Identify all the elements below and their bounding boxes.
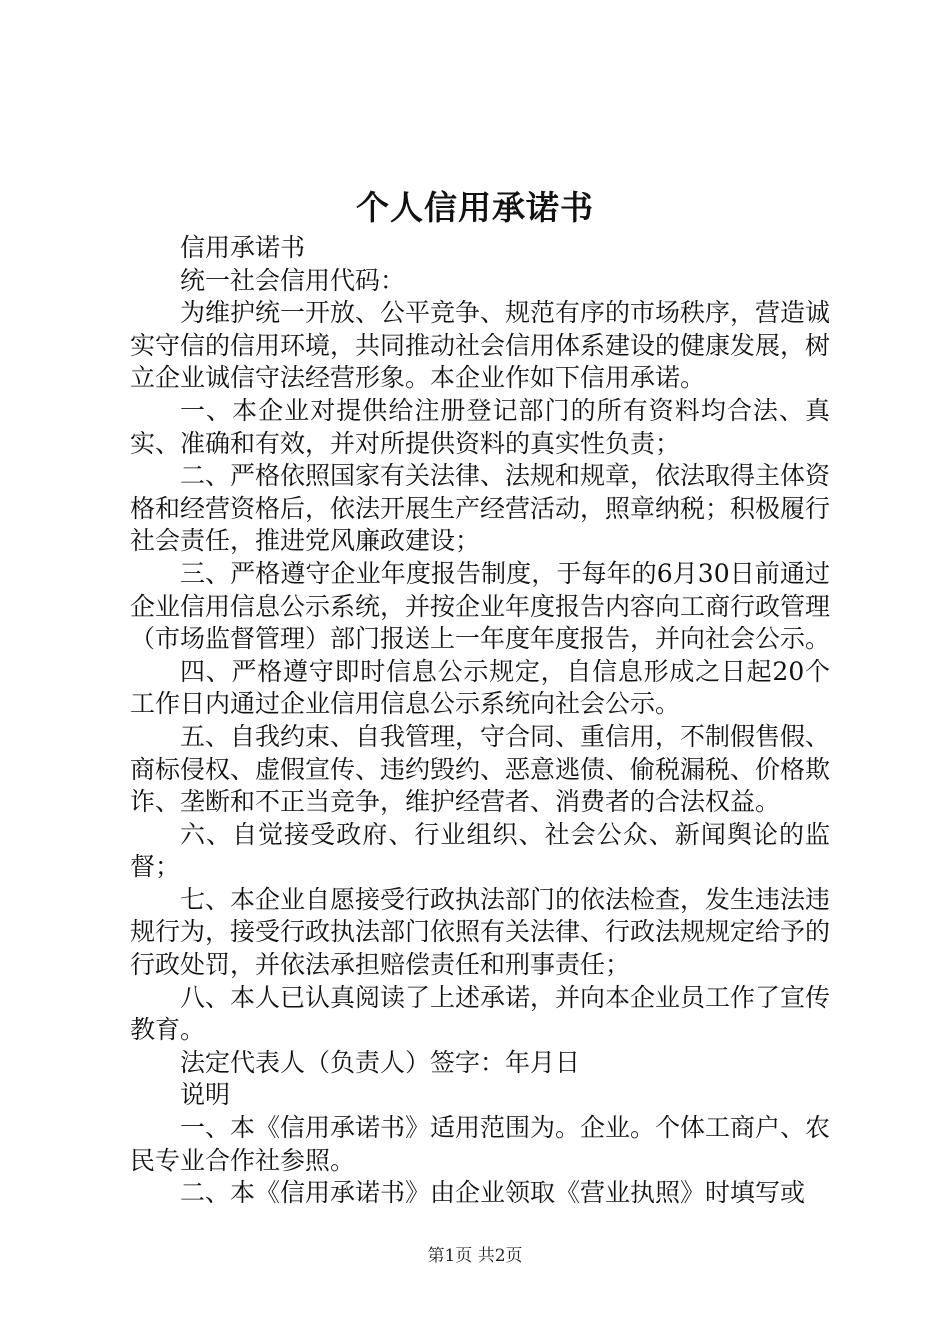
document-body [130, 232, 830, 1210]
paragraph-item-8: 八、本人已认真阅读了上述承诺，并向本企业员工作了宣传教育。 [130, 982, 831, 1045]
paragraph-signature: 法定代表人（负责人）签字：年月日 [180, 1047, 581, 1077]
paragraph-note-2: 二、本《信用承诺书》由企业领取《营业执照》时填写或 [180, 1178, 806, 1208]
paragraph-item-2: 二、严格依照国家有关法律、法规和规章，依法取得主体资格和经营资格后，依法开展生产经营活动，照章纳税；积极履行社会责任，推进党风廉政建设； [130, 461, 831, 556]
paragraph-credit-code: 统一社会信用代码： [180, 265, 406, 295]
paragraph-item-7: 七、本企业自愿接受行政执法部门的依法检查，发生违法违规行为，接受行政执法部门依照有关法律、行政法规规定给予的行政处罚，并依法承担赔偿责任和刑事责任； [130, 884, 831, 980]
paragraph-item-1: 一、本企业对提供给注册登记部门的所有资料均合法、真实、准确和有效，并对所提供资料的真实性负责； [130, 395, 830, 458]
paragraph-item-4: 四、严格遵守即时信息公示规定，自信息形成之日起20个工作日内通过企业信用信息公示系统向社会公示。 [130, 656, 830, 719]
paragraph-notes-heading: 说明 [180, 1080, 231, 1110]
paragraph-heading: 信用承诺书 [180, 233, 306, 262]
paragraph-note-1: 一、本《信用承诺书》适用范围为。企业。个体工商户、农民专业合作社参照。 [130, 1113, 831, 1175]
paragraph-intro: 为维护统一开放、公平竞争、规范有序的市场秩序，营造诚实守信的信用环境，共同推动社会信用体系建设的健康发展，树立企业诚信守法经营形象。本企业作如下信用承诺。 [130, 298, 831, 393]
paragraph-item-6: 六、自觉接受政府、行业组织、社会公众、新闻舆论的监督； [130, 819, 830, 882]
document-title: 个人信用承诺书 [356, 188, 594, 227]
paragraph-item-5: 五、自我约束、自我管理，守合同、重信用，不制假售假、商标侵权、虚假宣传、违约毁约、恶意逃债、偷税漏税、价格欺诈、垄断和不正当竞争，维护经营者、消费者的合法权益。 [130, 721, 831, 817]
paragraph-item-3: 三、严格遵守企业年度报告制度，于每年的6月30日前通过企业信用信息公示系统，并按企业年度报告内容向工商行政管理（市场监督管理）部门报送上一年度年度报告，并向社会公示。 [130, 558, 831, 654]
page-footer: 第1页 共2页 [427, 1246, 523, 1266]
